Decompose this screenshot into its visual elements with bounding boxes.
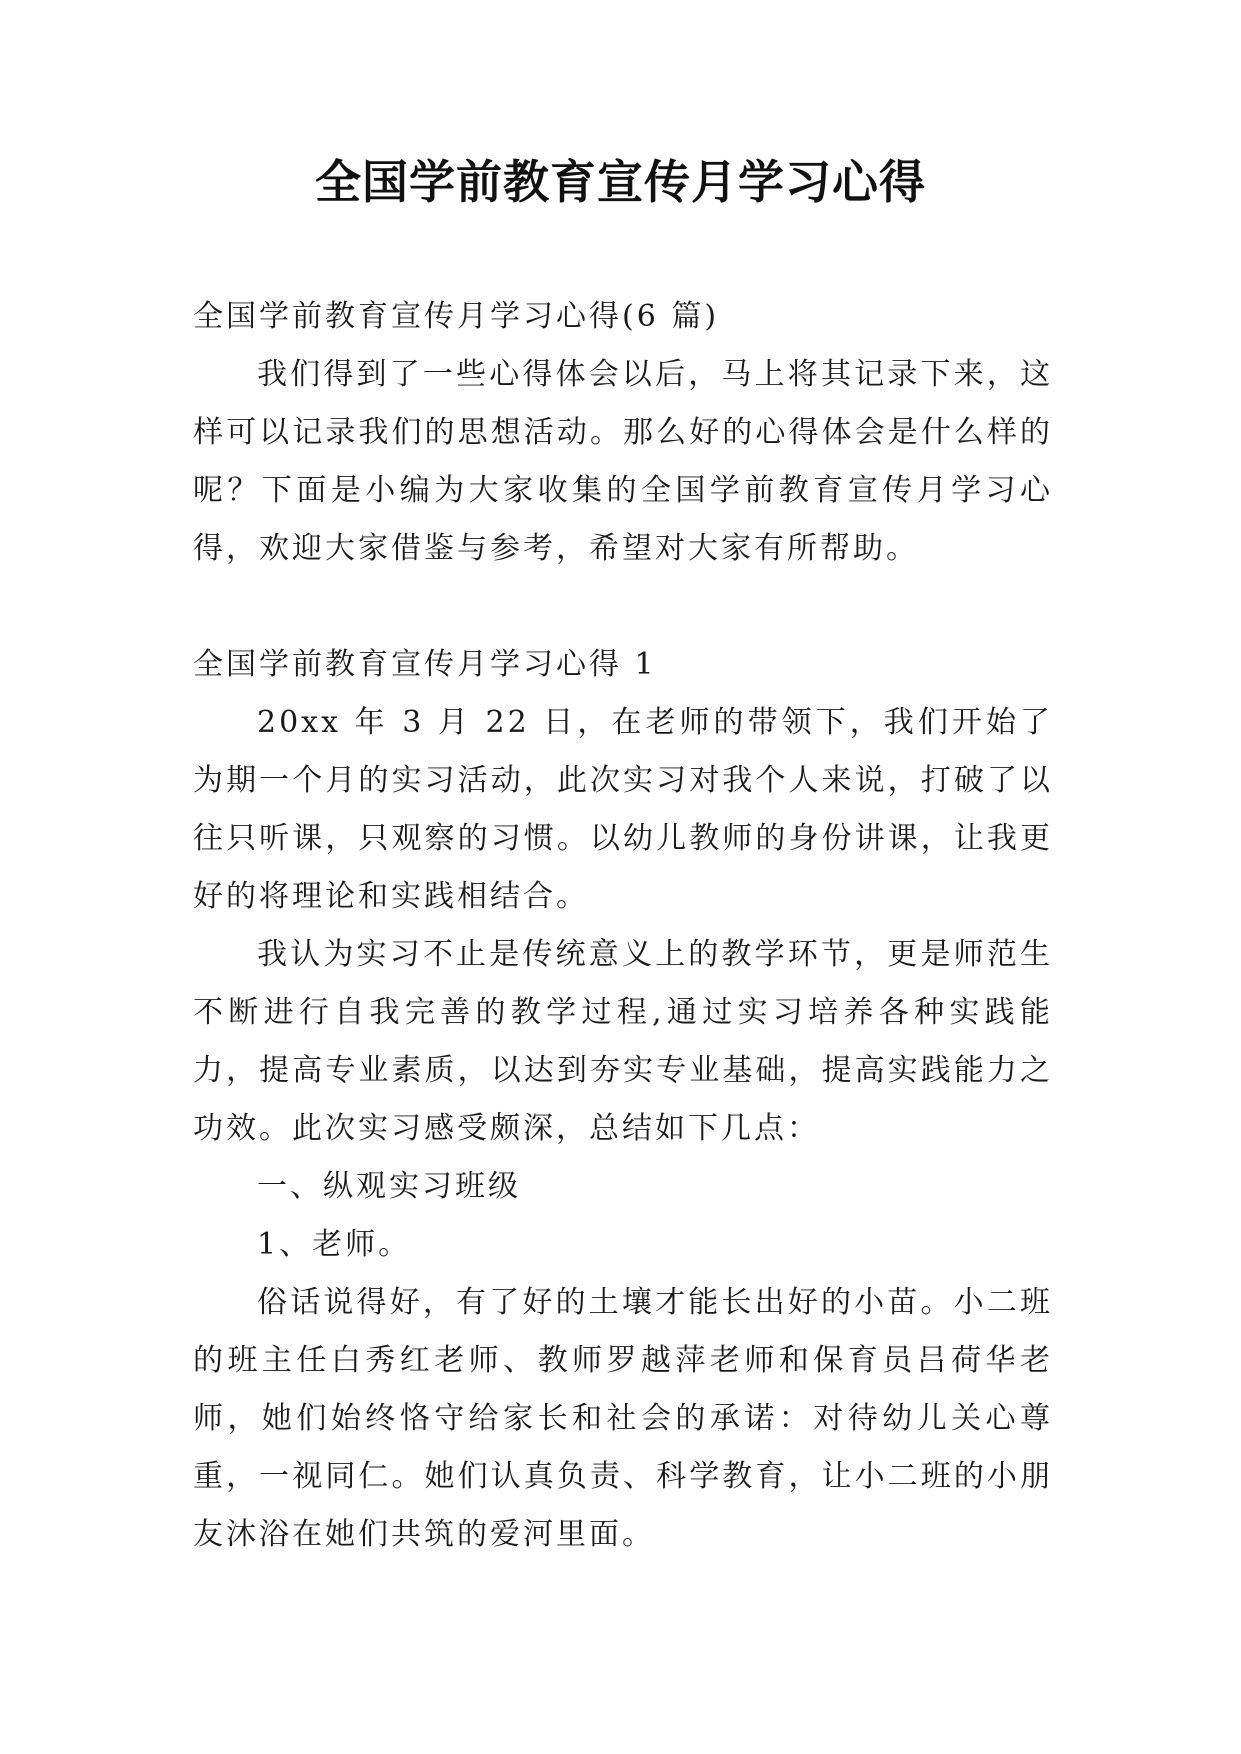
document-subtitle: 全国学前教育宣传月学习心得(6 篇) xyxy=(193,299,720,334)
section-paragraph-1: 20xx 年 3 月 22 日，在老师的带领下，我们开始了为期一个月的实习活动，此次实习对我个人来说，打破了以往只听课，只观察的习惯。以幼儿教师的身份讲课，让我更好的将理论和实践相结合。 xyxy=(193,705,1053,914)
section-heading: 全国学前教育宣传月学习心得 1 xyxy=(193,647,657,682)
document-body xyxy=(193,288,1053,1564)
sub-item-heading: 1、老师。 xyxy=(257,1227,412,1262)
intro-paragraph: 我们得到了一些心得体会以后，马上将其记录下来，这样可以记录我们的思想活动。那么好的心得体会是什么样的呢？下面是小编为大家收集的全国学前教育宣传月学习心得，欢迎大家借鉴与参考，希望对大家有所帮助。 xyxy=(193,357,1053,566)
item-heading: 一、纵观实习班级 xyxy=(257,1169,521,1204)
section-paragraph-3: 俗话说得好，有了好的土壤才能长出好的小苗。小二班的班主任白秀红老师、教师罗越萍老师和保育员吕荷华老师，她们始终恪守给家长和社会的承诺：对待幼儿关心尊重，一视同仁。她们认真负责、科学教育，让小二班的小朋友沐浴在她们共筑的爱河里面。 xyxy=(193,1285,1053,1552)
paragraph-gap xyxy=(193,578,1053,636)
section-paragraph-2: 我认为实习不止是传统意义上的教学环节，更是师范生不断进行自我完善的教学过程,通过实习培养各种实践能力，提高专业素质，以达到夯实专业基础，提高实践能力之功效。此次实习感受颇深，总结如下几点： xyxy=(193,937,1053,1146)
document-title: 全国学前教育宣传月学习心得 xyxy=(315,155,926,209)
